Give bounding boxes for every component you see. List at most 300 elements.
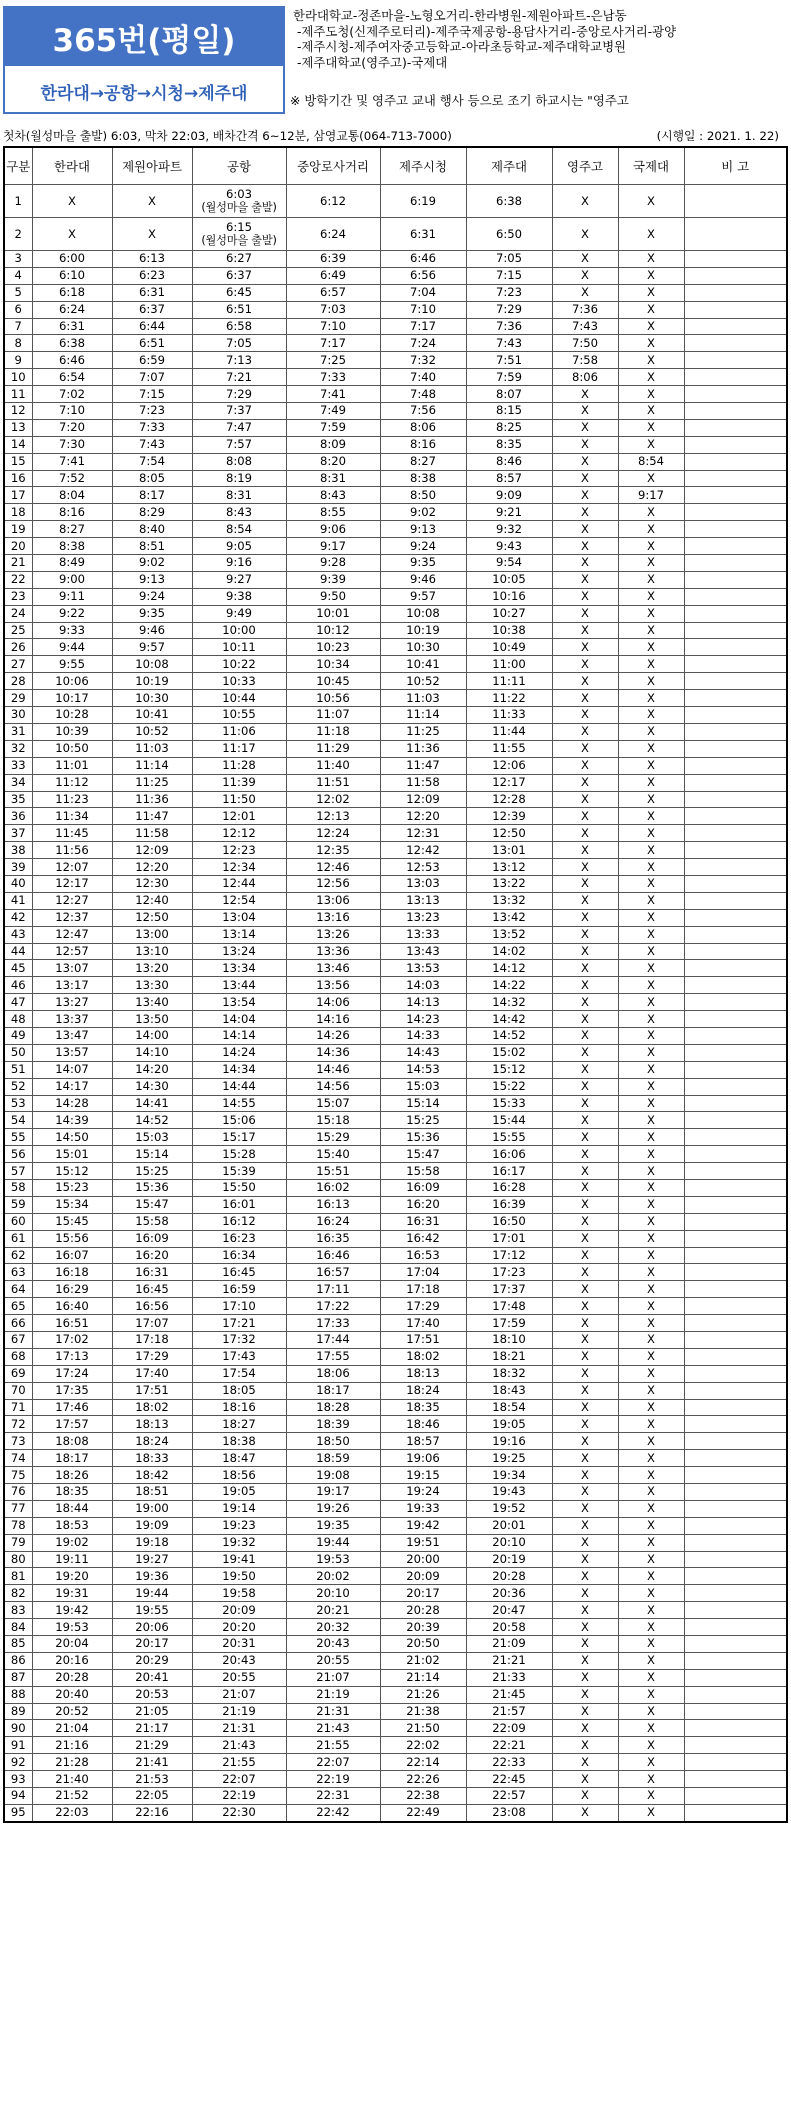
cell-halla-univ: 6:18 — [32, 284, 112, 301]
cell-remarks — [684, 1602, 787, 1619]
cell-jungang-intersection: 7:03 — [286, 301, 380, 318]
cell-remarks — [684, 588, 787, 605]
table-row — [4, 1095, 787, 1112]
cell-jeju-univ: 11:22 — [466, 690, 552, 707]
cell-airport: 6:27 — [192, 251, 286, 268]
cell-seq: 17 — [4, 487, 32, 504]
cell-jungang-intersection: 9:06 — [286, 521, 380, 538]
cell-jeju-city-hall: 22:26 — [380, 1771, 466, 1788]
cell-jewon-apt: 18:51 — [112, 1484, 192, 1501]
cell-jewon-apt: 9:24 — [112, 588, 192, 605]
cell-jeju-univ: 17:12 — [466, 1247, 552, 1264]
cell-seq: 50 — [4, 1044, 32, 1061]
cell-seq: 28 — [4, 673, 32, 690]
cell-international-univ: X — [618, 1788, 684, 1805]
cell-seq: 9 — [4, 352, 32, 369]
cell-jeju-city-hall: 21:14 — [380, 1669, 466, 1686]
cell-jeju-city-hall: 20:39 — [380, 1619, 466, 1636]
cell-seq: 60 — [4, 1213, 32, 1230]
cell-international-univ: X — [618, 994, 684, 1011]
cell-jeju-univ: 7:59 — [466, 369, 552, 386]
cell-remarks — [684, 1298, 787, 1315]
cell-jeju-univ: 8:07 — [466, 386, 552, 403]
cell-youngju-high: X — [552, 1264, 618, 1281]
cell-remarks — [684, 1450, 787, 1467]
cell-youngju-high: X — [552, 403, 618, 420]
cell-jeju-city-hall: 7:48 — [380, 386, 466, 403]
cell-airport: 20:43 — [192, 1652, 286, 1669]
cell-seq: 32 — [4, 740, 32, 757]
cell-jeju-univ: 11:55 — [466, 740, 552, 757]
cell-airport: 12:12 — [192, 825, 286, 842]
cell-jeju-univ: 17:23 — [466, 1264, 552, 1281]
table-row — [4, 284, 787, 301]
cell-jewon-apt: 11:14 — [112, 757, 192, 774]
cell-halla-univ: 8:04 — [32, 487, 112, 504]
cell-jewon-apt: 12:09 — [112, 842, 192, 859]
cell-halla-univ: 6:31 — [32, 318, 112, 335]
cell-seq: 84 — [4, 1619, 32, 1636]
cell-jewon-apt: 9:35 — [112, 605, 192, 622]
cell-halla-univ: 12:47 — [32, 926, 112, 943]
cell-jungang-intersection: 10:01 — [286, 605, 380, 622]
cell-jewon-apt: 17:07 — [112, 1315, 192, 1332]
cell-seq: 81 — [4, 1568, 32, 1585]
cell-jungang-intersection: 15:29 — [286, 1129, 380, 1146]
cell-international-univ: X — [618, 1281, 684, 1298]
cell-halla-univ: 20:52 — [32, 1703, 112, 1720]
cell-international-univ: X — [618, 1112, 684, 1129]
cell-airport: 18:38 — [192, 1433, 286, 1450]
cell-seq: 91 — [4, 1737, 32, 1754]
cell-airport: 19:05 — [192, 1484, 286, 1501]
cell-jeju-city-hall: 22:38 — [380, 1788, 466, 1805]
cell-jeju-univ: 17:48 — [466, 1298, 552, 1315]
cell-jeju-city-hall: 11:47 — [380, 757, 466, 774]
table-row — [4, 774, 787, 791]
table-row — [4, 555, 787, 572]
cell-jungang-intersection: 14:06 — [286, 994, 380, 1011]
cell-airport: 18:16 — [192, 1399, 286, 1416]
cell-international-univ: X — [618, 1804, 684, 1821]
cell-halla-univ: 9:55 — [32, 656, 112, 673]
cell-jungang-intersection: 19:26 — [286, 1500, 380, 1517]
cell-airport: 19:41 — [192, 1551, 286, 1568]
cell-seq: 11 — [4, 386, 32, 403]
cell-halla-univ: 17:35 — [32, 1382, 112, 1399]
cell-jungang-intersection: 20:10 — [286, 1585, 380, 1602]
cell-jeju-city-hall: 16:20 — [380, 1196, 466, 1213]
cell-halla-univ: 11:56 — [32, 842, 112, 859]
col-header-halla-univ: 한라대 — [32, 147, 112, 185]
cell-seq: 48 — [4, 1011, 32, 1028]
cell-remarks — [684, 1365, 787, 1382]
cell-jeju-city-hall: 19:06 — [380, 1450, 466, 1467]
cell-seq: 77 — [4, 1500, 32, 1517]
cell-international-univ: X — [618, 185, 684, 218]
cell-airport: 8:43 — [192, 504, 286, 521]
cell-seq: 30 — [4, 707, 32, 724]
cell-international-univ: X — [618, 267, 684, 284]
cell-seq: 6 — [4, 301, 32, 318]
cell-remarks — [684, 1348, 787, 1365]
table-row — [4, 521, 787, 538]
cell-jewon-apt: 14:30 — [112, 1078, 192, 1095]
cell-jungang-intersection: 16:24 — [286, 1213, 380, 1230]
cell-jeju-city-hall: 10:52 — [380, 673, 466, 690]
cell-remarks — [684, 740, 787, 757]
cell-remarks — [684, 1737, 787, 1754]
cell-jeju-city-hall: 9:57 — [380, 588, 466, 605]
cell-jeju-city-hall: 22:49 — [380, 1804, 466, 1821]
cell-airport: 10:44 — [192, 690, 286, 707]
cell-jungang-intersection: 8:43 — [286, 487, 380, 504]
cell-jewon-apt: 9:02 — [112, 555, 192, 572]
cell-jewon-apt: 12:30 — [112, 875, 192, 892]
cell-youngju-high: X — [552, 1213, 618, 1230]
cell-halla-univ: 17:24 — [32, 1365, 112, 1382]
cell-jeju-city-hall: 21:50 — [380, 1720, 466, 1737]
cell-international-univ: X — [618, 1011, 684, 1028]
cell-seq: 43 — [4, 926, 32, 943]
cell-youngju-high: X — [552, 842, 618, 859]
cell-seq: 76 — [4, 1484, 32, 1501]
cell-jeju-city-hall: 21:26 — [380, 1686, 466, 1703]
cell-seq: 78 — [4, 1517, 32, 1534]
cell-jungang-intersection: 7:10 — [286, 318, 380, 335]
cell-halla-univ: 20:40 — [32, 1686, 112, 1703]
table-row — [4, 318, 787, 335]
cell-jewon-apt: 11:58 — [112, 825, 192, 842]
cell-jewon-apt: 7:15 — [112, 386, 192, 403]
cell-seq: 66 — [4, 1315, 32, 1332]
route-title: 365번(평일) — [5, 8, 283, 66]
cell-youngju-high: X — [552, 538, 618, 555]
cell-remarks — [684, 723, 787, 740]
cell-jeju-city-hall: 18:57 — [380, 1433, 466, 1450]
cell-airport: 9:38 — [192, 588, 286, 605]
cell-youngju-high: X — [552, 1061, 618, 1078]
cell-remarks — [684, 1044, 787, 1061]
cell-jeju-univ: 7:43 — [466, 335, 552, 352]
cell-jewon-apt: 22:16 — [112, 1804, 192, 1821]
cell-international-univ: X — [618, 1365, 684, 1382]
cell-airport: 8:08 — [192, 453, 286, 470]
cell-international-univ: X — [618, 1517, 684, 1534]
cell-remarks — [684, 1264, 787, 1281]
cell-youngju-high: X — [552, 1652, 618, 1669]
cell-jungang-intersection: 21:55 — [286, 1737, 380, 1754]
cell-youngju-high: X — [552, 1737, 618, 1754]
cell-jewon-apt: 8:29 — [112, 504, 192, 521]
cell-jeju-univ: 15:33 — [466, 1095, 552, 1112]
cell-jeju-univ: 12:28 — [466, 791, 552, 808]
cell-halla-univ: 8:16 — [32, 504, 112, 521]
cell-seq: 31 — [4, 723, 32, 740]
table-row — [4, 1382, 787, 1399]
cell-youngju-high: X — [552, 1095, 618, 1112]
table-row — [4, 1213, 787, 1230]
cell-international-univ: 8:54 — [618, 453, 684, 470]
cell-youngju-high: X — [552, 1788, 618, 1805]
table-row — [4, 1686, 787, 1703]
cell-halla-univ: X — [32, 185, 112, 218]
col-header-jewon-apt: 제원아파트 — [112, 147, 192, 185]
cell-jeju-univ: 17:37 — [466, 1281, 552, 1298]
cell-remarks — [684, 521, 787, 538]
cell-jungang-intersection: 8:20 — [286, 453, 380, 470]
cell-jeju-city-hall: 12:53 — [380, 859, 466, 876]
cell-youngju-high: X — [552, 1754, 618, 1771]
cell-airport: 12:54 — [192, 892, 286, 909]
cell-jungang-intersection: 22:19 — [286, 1771, 380, 1788]
cell-jewon-apt: 7:43 — [112, 436, 192, 453]
table-row — [4, 926, 787, 943]
cell-jungang-intersection: 10:23 — [286, 639, 380, 656]
cell-youngju-high: X — [552, 521, 618, 538]
cell-remarks — [684, 622, 787, 639]
cell-international-univ: X — [618, 1568, 684, 1585]
cell-jeju-univ: 18:54 — [466, 1399, 552, 1416]
cell-halla-univ: 11:12 — [32, 774, 112, 791]
cell-jeju-city-hall: 11:14 — [380, 707, 466, 724]
cell-jewon-apt: 7:23 — [112, 403, 192, 420]
table-row — [4, 1619, 787, 1636]
cell-halla-univ: X — [32, 218, 112, 251]
cell-airport: 13:14 — [192, 926, 286, 943]
cell-jeju-city-hall: 16:09 — [380, 1179, 466, 1196]
cell-airport: 10:11 — [192, 639, 286, 656]
cell-international-univ: X — [618, 504, 684, 521]
cell-halla-univ: 14:39 — [32, 1112, 112, 1129]
cell-jeju-univ: 13:12 — [466, 859, 552, 876]
cell-jeju-city-hall: 20:09 — [380, 1568, 466, 1585]
cell-jeju-univ: 7:05 — [466, 251, 552, 268]
cell-jungang-intersection: 9:17 — [286, 538, 380, 555]
cell-jeju-univ: 13:01 — [466, 842, 552, 859]
cell-seq: 73 — [4, 1433, 32, 1450]
cell-international-univ: X — [618, 1332, 684, 1349]
cell-jeju-city-hall: 17:29 — [380, 1298, 466, 1315]
table-header-row — [4, 147, 787, 185]
cell-halla-univ: 16:18 — [32, 1264, 112, 1281]
cell-youngju-high: X — [552, 605, 618, 622]
cell-remarks — [684, 538, 787, 555]
cell-jeju-univ: 21:09 — [466, 1636, 552, 1653]
cell-jungang-intersection: 13:16 — [286, 909, 380, 926]
cell-youngju-high: X — [552, 909, 618, 926]
cell-international-univ: X — [618, 723, 684, 740]
cell-airport: 15:28 — [192, 1146, 286, 1163]
cell-remarks — [684, 1399, 787, 1416]
cell-jeju-city-hall: 14:43 — [380, 1044, 466, 1061]
table-row — [4, 859, 787, 876]
cell-jewon-apt: 14:41 — [112, 1095, 192, 1112]
cell-seq: 85 — [4, 1636, 32, 1653]
cell-youngju-high: X — [552, 1247, 618, 1264]
cell-jewon-apt: 20:29 — [112, 1652, 192, 1669]
cell-jeju-univ: 21:45 — [466, 1686, 552, 1703]
cell-jeju-city-hall: 6:31 — [380, 218, 466, 251]
cell-jeju-univ: 8:46 — [466, 453, 552, 470]
cell-youngju-high: X — [552, 1484, 618, 1501]
cell-airport: 10:22 — [192, 656, 286, 673]
cell-jeju-city-hall: 9:46 — [380, 571, 466, 588]
cell-jungang-intersection: 11:29 — [286, 740, 380, 757]
cell-jewon-apt: 6:23 — [112, 267, 192, 284]
cell-youngju-high: 7:50 — [552, 335, 618, 352]
table-row — [4, 1061, 787, 1078]
cell-jeju-univ: 20:47 — [466, 1602, 552, 1619]
cell-remarks — [684, 656, 787, 673]
cell-jeju-city-hall: 14:53 — [380, 1061, 466, 1078]
cell-jewon-apt: X — [112, 218, 192, 251]
cell-seq: 92 — [4, 1754, 32, 1771]
cell-airport: 7:29 — [192, 386, 286, 403]
cell-youngju-high: X — [552, 1619, 618, 1636]
cell-jeju-city-hall: 16:31 — [380, 1213, 466, 1230]
table-row — [4, 251, 787, 268]
cell-youngju-high: X — [552, 926, 618, 943]
cell-airport: 11:50 — [192, 791, 286, 808]
col-header-airport: 공항 — [192, 147, 286, 185]
cell-airport: 19:32 — [192, 1534, 286, 1551]
table-row — [4, 1568, 787, 1585]
cell-jeju-univ: 9:54 — [466, 555, 552, 572]
cell-airport: 13:24 — [192, 943, 286, 960]
cell-seq: 49 — [4, 1027, 32, 1044]
cell-remarks — [684, 267, 787, 284]
cell-international-univ: X — [618, 690, 684, 707]
cell-airport: 6:15 (월성마을 출발) — [192, 218, 286, 251]
cell-jeju-univ: 23:08 — [466, 1804, 552, 1821]
cell-jeju-univ: 7:51 — [466, 352, 552, 369]
cell-jungang-intersection: 14:16 — [286, 1011, 380, 1028]
cell-jeju-city-hall: 17:40 — [380, 1315, 466, 1332]
cell-remarks — [684, 1433, 787, 1450]
table-row — [4, 335, 787, 352]
cell-halla-univ: 16:51 — [32, 1315, 112, 1332]
cell-halla-univ: 18:26 — [32, 1467, 112, 1484]
cell-halla-univ: 10:06 — [32, 673, 112, 690]
cell-airport: 14:04 — [192, 1011, 286, 1028]
cell-halla-univ: 18:17 — [32, 1450, 112, 1467]
table-row — [4, 571, 787, 588]
cell-international-univ: X — [618, 386, 684, 403]
cell-youngju-high: X — [552, 723, 618, 740]
cell-jeju-city-hall: 13:53 — [380, 960, 466, 977]
cell-halla-univ: 21:28 — [32, 1754, 112, 1771]
cell-halla-univ: 19:53 — [32, 1619, 112, 1636]
cell-halla-univ: 10:28 — [32, 707, 112, 724]
table-row — [4, 808, 787, 825]
cell-remarks — [684, 994, 787, 1011]
cell-jungang-intersection: 6:49 — [286, 267, 380, 284]
cell-jungang-intersection: 15:07 — [286, 1095, 380, 1112]
cell-seq: 80 — [4, 1551, 32, 1568]
cell-jeju-univ: 20:01 — [466, 1517, 552, 1534]
cell-youngju-high: X — [552, 808, 618, 825]
cell-international-univ: X — [618, 1619, 684, 1636]
cell-jeju-city-hall: 15:03 — [380, 1078, 466, 1095]
cell-jeju-city-hall: 22:14 — [380, 1754, 466, 1771]
table-row — [4, 1636, 787, 1653]
cell-jeju-univ: 10:16 — [466, 588, 552, 605]
cell-halla-univ: 9:33 — [32, 622, 112, 639]
cell-jeju-univ: 13:52 — [466, 926, 552, 943]
cell-airport: 14:24 — [192, 1044, 286, 1061]
cell-remarks — [684, 335, 787, 352]
col-header-jungang-intersection: 중앙로사거리 — [286, 147, 380, 185]
cell-international-univ: X — [618, 605, 684, 622]
cell-airport: 7:47 — [192, 419, 286, 436]
cell-jeju-city-hall: 17:51 — [380, 1332, 466, 1349]
cell-jeju-univ: 15:02 — [466, 1044, 552, 1061]
cell-jungang-intersection: 8:55 — [286, 504, 380, 521]
cell-jewon-apt: 12:50 — [112, 909, 192, 926]
cell-jeju-city-hall: 18:13 — [380, 1365, 466, 1382]
cell-remarks — [684, 875, 787, 892]
cell-jeju-univ: 7:23 — [466, 284, 552, 301]
cell-international-univ: X — [618, 335, 684, 352]
cell-youngju-high: X — [552, 1450, 618, 1467]
cell-jungang-intersection: 12:13 — [286, 808, 380, 825]
cell-jeju-city-hall: 18:24 — [380, 1382, 466, 1399]
cell-jeju-univ: 13:32 — [466, 892, 552, 909]
cell-seq: 86 — [4, 1652, 32, 1669]
cell-youngju-high: X — [552, 571, 618, 588]
cell-jewon-apt: 21:29 — [112, 1737, 192, 1754]
cell-remarks — [684, 1179, 787, 1196]
cell-halla-univ: 17:02 — [32, 1332, 112, 1349]
cell-seq: 13 — [4, 419, 32, 436]
cell-jungang-intersection: 16:02 — [286, 1179, 380, 1196]
cell-remarks — [684, 218, 787, 251]
cell-jeju-city-hall: 14:33 — [380, 1027, 466, 1044]
cell-remarks — [684, 1804, 787, 1821]
cell-jeju-univ: 8:15 — [466, 403, 552, 420]
cell-airport: 6:37 — [192, 267, 286, 284]
cell-seq: 8 — [4, 335, 32, 352]
cell-halla-univ: 9:11 — [32, 588, 112, 605]
cell-jungang-intersection: 18:50 — [286, 1433, 380, 1450]
cell-jeju-univ: 9:09 — [466, 487, 552, 504]
table-row — [4, 707, 787, 724]
cell-airport: 8:31 — [192, 487, 286, 504]
table-row — [4, 994, 787, 1011]
cell-jeju-city-hall: 21:38 — [380, 1703, 466, 1720]
cell-youngju-high: X — [552, 1467, 618, 1484]
cell-international-univ: X — [618, 1433, 684, 1450]
cell-jewon-apt: 13:00 — [112, 926, 192, 943]
table-row — [4, 470, 787, 487]
cell-jewon-apt: 10:52 — [112, 723, 192, 740]
cell-halla-univ: 6:38 — [32, 335, 112, 352]
cell-halla-univ: 6:54 — [32, 369, 112, 386]
cell-seq: 88 — [4, 1686, 32, 1703]
cell-international-univ: X — [618, 842, 684, 859]
table-row — [4, 369, 787, 386]
cell-halla-univ: 20:28 — [32, 1669, 112, 1686]
cell-halla-univ: 10:50 — [32, 740, 112, 757]
cell-airport: 21:07 — [192, 1686, 286, 1703]
table-row — [4, 977, 787, 994]
cell-youngju-high: 7:58 — [552, 352, 618, 369]
route-box — [3, 6, 285, 114]
cell-seq: 74 — [4, 1450, 32, 1467]
cell-jeju-city-hall: 7:32 — [380, 352, 466, 369]
cell-halla-univ: 7:41 — [32, 453, 112, 470]
